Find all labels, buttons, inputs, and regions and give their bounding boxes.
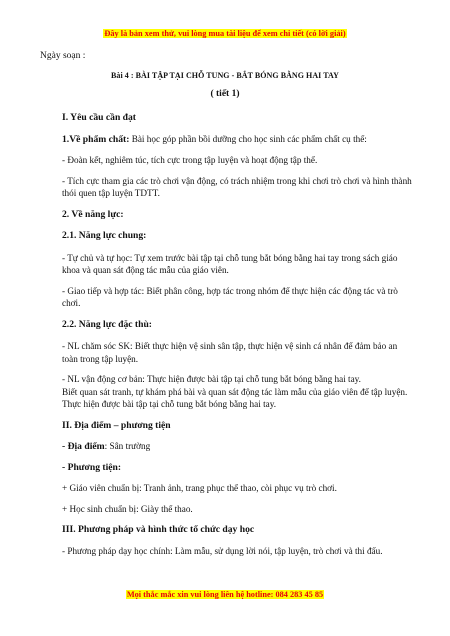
section-heading-requirements: I. Yêu cầu cần đạt <box>62 112 136 123</box>
section-heading-competence: 2. Về năng lực: <box>62 208 124 220</box>
document-body <box>62 112 412 557</box>
section-heading-general-competence: 2.1. Năng lực chung: <box>62 230 147 241</box>
section-heading-specific-competence: 2.2. Năng lực đặc thù: <box>62 318 152 330</box>
paragraph-general-bullet-2: - Giao tiếp và hợp tác: Biết phân công, hợp tác trong nhóm để thực hiện các động tác và trò chơi. <box>62 285 398 308</box>
hotline-banner-text: Mọi thắc mắc xin vui lòng liên hệ hotline: 084 283 45 85 <box>126 590 324 599</box>
lesson-subtitle: ( tiết 1) <box>210 89 240 99</box>
paragraph-qualities-bullet-2: - Tích cực tham gia các trò chơi vận động, có trách nhiệm trong khi chơi trò chơi và hình thành thói quen tập luyện TDTT. <box>62 175 412 198</box>
paragraph-specific-bullet-1: - NL chăm sóc SK: Biết thực hiện vệ sinh sân tập, thực hiện vệ sinh cá nhân để đảm bảo an toàn trong tập luyện. <box>62 341 398 364</box>
hotline-banner <box>0 590 450 599</box>
preview-banner <box>0 29 450 38</box>
paragraph-location <box>62 440 412 454</box>
paragraph-means-student: + Học sinh chuẩn bị: Giày thể thao. <box>62 503 193 514</box>
qualities-text: Bài học góp phần bồi dưỡng cho học sinh các phẩm chất cụ thể: <box>129 133 367 144</box>
paragraph-means-teacher: + Giáo viên chuẩn bị: Tranh ảnh, trang phục thể thao, còi phục vụ trò chơi. <box>62 483 337 493</box>
paragraph-qualities-bullet-1: - Đoàn kết, nghiêm túc, tích cực trong tập luyện và hoạt động tập thể. <box>62 155 318 165</box>
paragraph-general-bullet-1: - Tự chủ và tự học: Tự xem trước bài tập tại chỗ tung bắt bóng bằng hai tay trong sách giáo khoa và quan sát động tác mẫu của giáo viên. <box>62 252 398 275</box>
paragraph-qualities <box>62 133 412 147</box>
paragraph-methods: - Phương pháp dạy học chính: Làm mẫu, sử dụng lời nói, tập luyện, trò chơi và thi đấu. <box>62 545 383 556</box>
means-label: - Phương tiện: <box>62 461 122 473</box>
location-text: : Sân trường <box>104 441 151 451</box>
section-heading-location: II. Địa điểm – phương tiện <box>62 419 171 431</box>
paragraph-specific-bullet-3: Biết quan sát tranh, tự khám phá bài và quan sát động tác làm mẫu của giáo viên để tập luyện. Thực hiện được bài tập tại chỗ tung bắt bóng bằng hai tay. <box>62 386 408 409</box>
lesson-title: Bài 4 : BÀI TẬP TẠI CHỖ TUNG - BẮT BÓNG BẰNG HAI TAY <box>111 71 339 80</box>
preview-banner-text: Đây là bản xem thử, vui lòng mua tài liệu để xem chi tiết (có lời giải) <box>104 29 346 38</box>
qualities-label: 1.Về phẩm chất: <box>62 133 130 145</box>
section-heading-methods: III. Phương pháp và hình thức tổ chức dạy học <box>62 524 255 535</box>
paragraph-specific-bullet-2: - NL vận động cơ bản: Thực hiện được bài tập tại chỗ tung bắt bóng bằng hai tay. <box>62 374 361 384</box>
location-label: - Địa điểm <box>62 441 105 452</box>
date-label: Ngày soạn : <box>40 51 86 61</box>
